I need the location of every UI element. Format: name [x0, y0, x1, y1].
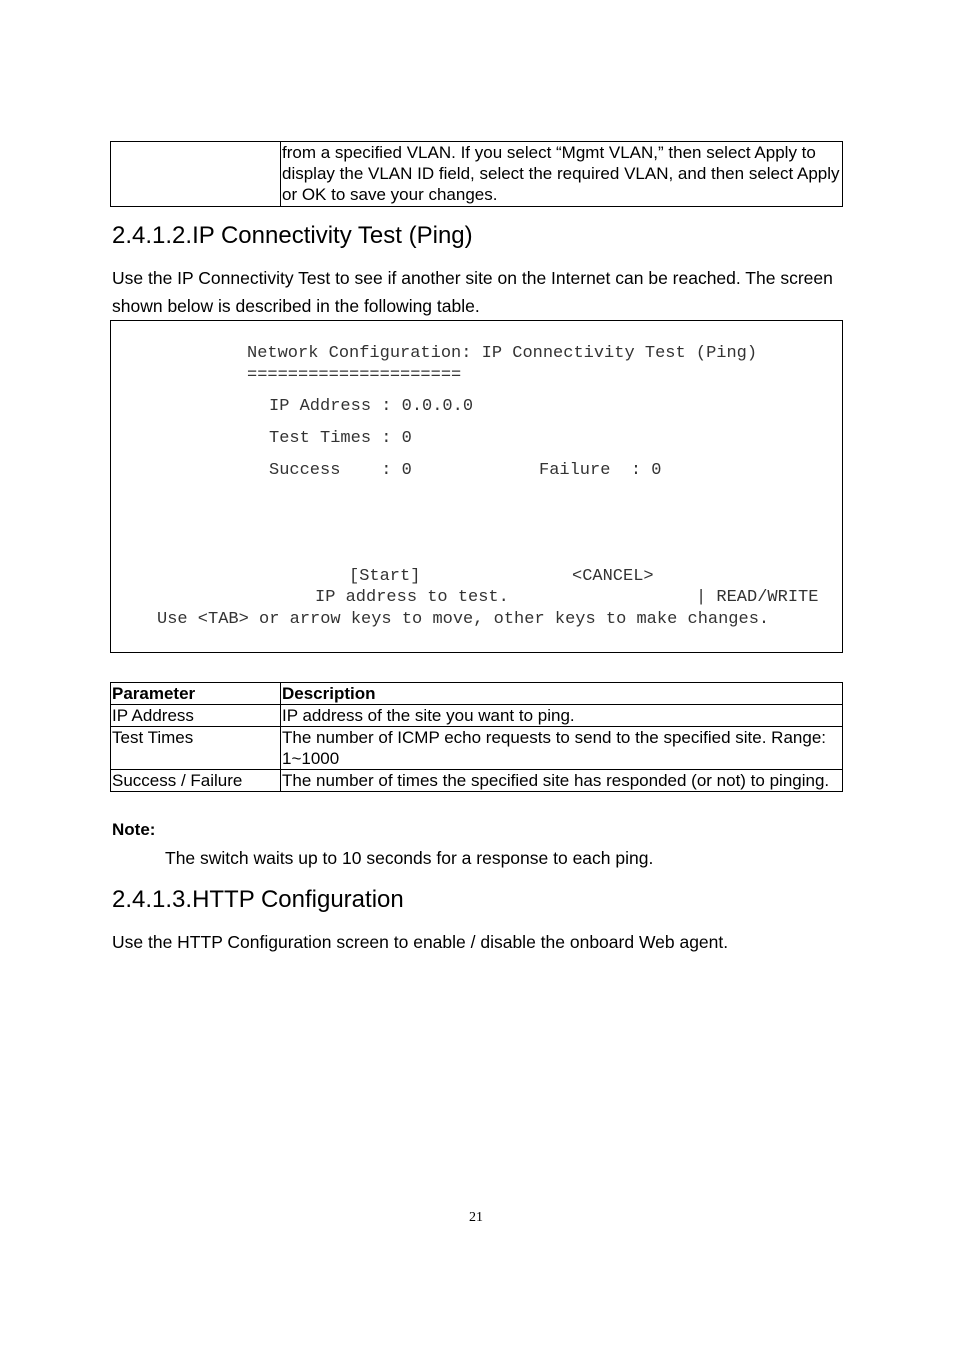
param-cell: Success / Failure: [111, 770, 281, 792]
console-ip-address[interactable]: IP Address : 0.0.0.0: [269, 397, 474, 416]
console-status-hint: IP address to test.: [315, 588, 509, 607]
section-heading-http: 2.4.1.3.HTTP Configuration: [112, 886, 404, 913]
top-table-col2: from a specified VLAN. If you select “Mgmt VLAN,” then select Apply to display the VLAN ID field, select the required VLAN, and then select Apply or OK to save your changes.: [281, 142, 843, 207]
console-underline: =====================: [247, 366, 462, 385]
section-heading-ping: 2.4.1.2.IP Connectivity Test (Ping): [112, 222, 473, 249]
section-intro-ping: Use the IP Connectivity Test to see if another site on the Internet can be reached. The screen shown below is described in the following table.: [112, 268, 833, 316]
console-title: Network Configuration: IP Connectivity Test (Ping): [247, 344, 758, 363]
console-start-button[interactable]: [Start]: [349, 567, 421, 586]
console-screen: [110, 320, 843, 653]
param-cell: Test Times: [111, 727, 281, 770]
console-mode: | READ/WRITE: [696, 588, 819, 607]
console-cancel-button[interactable]: <CANCEL>: [572, 567, 654, 586]
table-header-row: [111, 683, 843, 705]
page-number: 21: [469, 1210, 483, 1225]
table-row: [111, 705, 843, 727]
console-success: Success : 0: [269, 461, 412, 480]
table-row: [111, 142, 843, 207]
console-test-times[interactable]: Test Times : 0: [269, 429, 412, 448]
top-table-col1: [111, 142, 281, 207]
desc-cell: IP address of the site you want to ping.: [281, 705, 843, 727]
header-description: Description: [281, 683, 843, 705]
desc-cell: The number of ICMP echo requests to send to the specified site. Range: 1~1000: [281, 727, 843, 770]
parameter-table: [110, 682, 843, 792]
param-cell: IP Address: [111, 705, 281, 727]
note-label: Note:: [112, 820, 156, 839]
console-help: Use <TAB> or arrow keys to move, other keys to make changes.: [157, 610, 770, 629]
table-row: [111, 727, 843, 770]
note-text: The switch waits up to 10 seconds for a response to each ping.: [165, 848, 654, 868]
table-row: [111, 770, 843, 792]
section-intro-http: Use the HTTP Configuration screen to enable / disable the onboard Web agent.: [112, 932, 729, 952]
console-failure: Failure : 0: [539, 461, 662, 480]
top-table: [110, 141, 843, 207]
header-parameter: Parameter: [111, 683, 281, 705]
desc-cell: The number of times the specified site has responded (or not) to pinging.: [281, 770, 843, 792]
